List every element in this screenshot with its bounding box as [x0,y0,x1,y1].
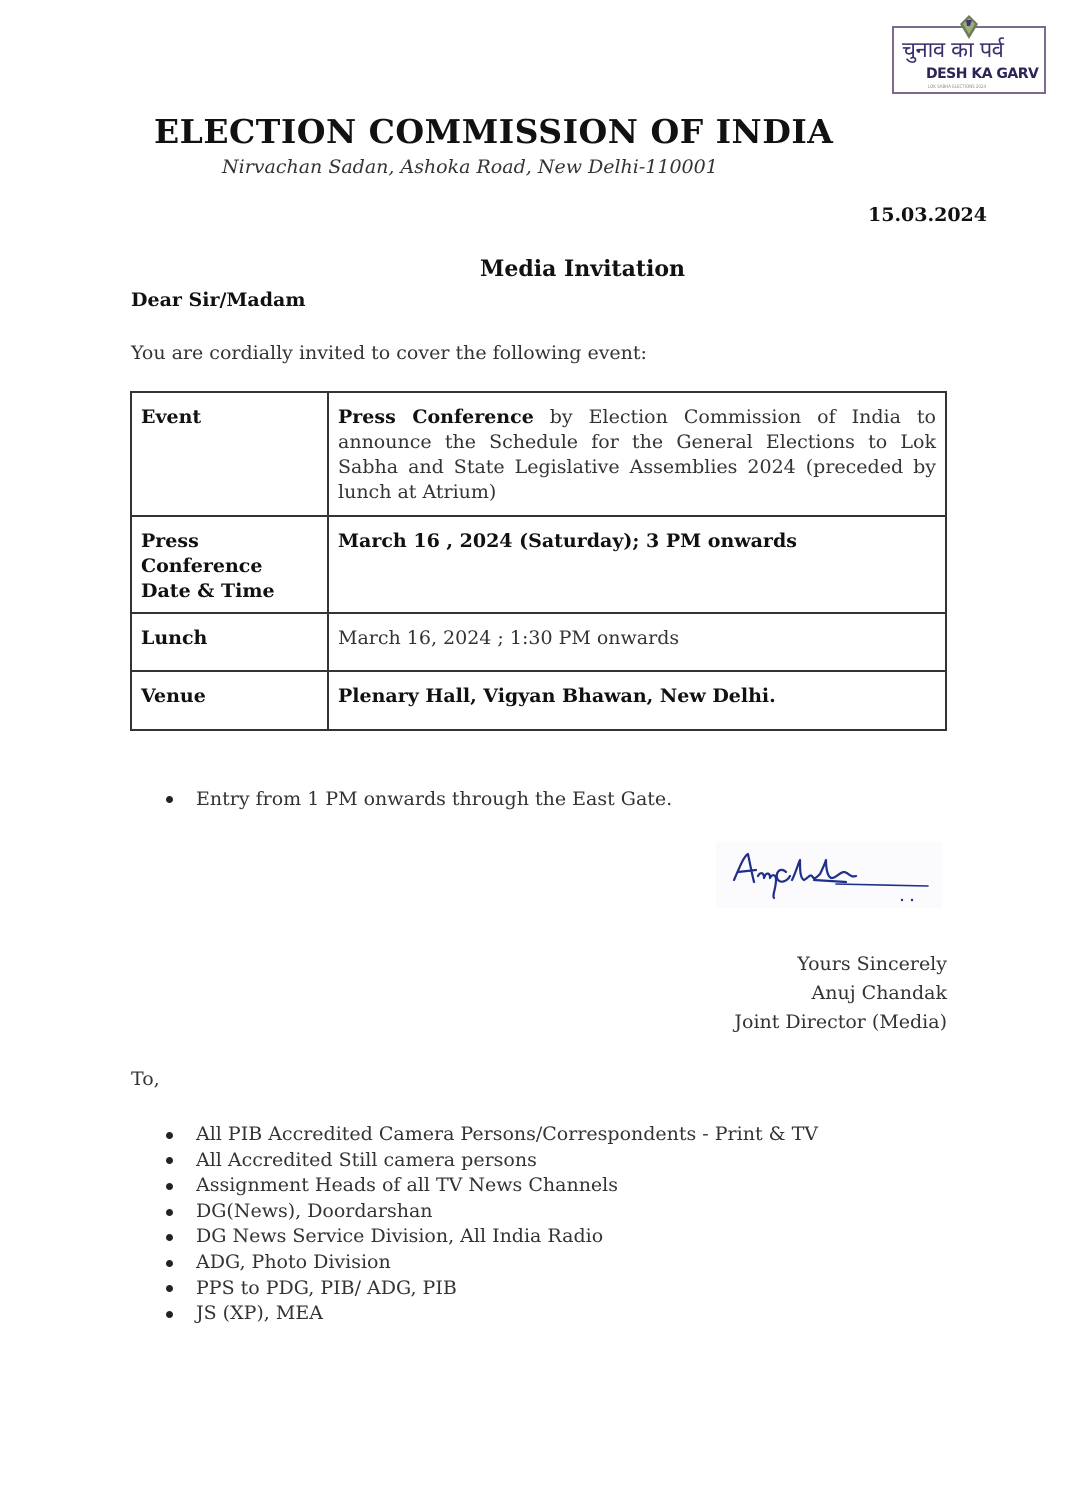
list-item: All Accredited Still camera persons [130,1148,950,1174]
event-title-bold: Press Conference [338,406,534,428]
election-logo [892,26,1046,94]
organization-address: Nirvachan Sadan, Ashoka Road, New Delhi-110001 [222,156,718,178]
label-line: Conference [141,555,263,577]
logo-hindi-text: चुनाव का पर्व [902,38,1004,63]
entry-note-list [130,786,930,812]
label-line: Press [141,530,199,552]
table-row-venue [131,671,946,730]
recipients-label: To, [131,1068,160,1090]
table-value-event [328,392,946,516]
list-item: JS (XP), MEA [130,1301,950,1327]
list-item: ADG, Photo Division [130,1250,950,1276]
logo-subtext: LOK SABHA ELECTIONS 2024 [928,84,987,89]
logo-english-text: DESH KA GARV [926,66,1039,82]
salutation: Dear Sir/Madam [131,289,306,311]
table-row-date-time [131,516,946,613]
list-item: DG News Service Division, All India Radio [130,1224,950,1250]
recipients-list [130,1122,950,1327]
signatory-designation: Joint Director (Media) [734,1011,947,1033]
closing-block [600,950,947,1037]
organization-title: ELECTION COMMISSION OF INDIA [154,112,834,151]
list-item: PPS to PDG, PIB/ ADG, PIB [130,1276,950,1302]
table-row-lunch [131,613,946,671]
table-label-lunch: Lunch [131,613,328,671]
table-label-venue: Venue [131,671,328,730]
document-date: 15.03.2024 [868,204,987,226]
document-heading: Media Invitation [480,256,686,282]
list-item: Assignment Heads of all TV News Channels [130,1173,950,1199]
list-item: Entry from 1 PM onwards through the East Gate. [130,786,930,812]
table-value-lunch: March 16, 2024 ; 1:30 PM onwards [328,613,946,671]
label-line: Date & Time [141,580,275,602]
signatory-name: Anuj Chandak [811,982,947,1004]
handwritten-signature [716,842,942,908]
table-row-event [131,392,946,516]
table-label-date-time [131,516,328,613]
table-label-event: Event [131,392,328,516]
list-item: All PIB Accredited Camera Persons/Correspondents - Print & TV [130,1122,950,1148]
closing-line: Yours Sincerely [797,953,947,975]
intro-text: You are cordially invited to cover the following event: [131,342,647,364]
event-details-table [130,391,947,731]
table-value-venue: Plenary Hall, Vigyan Bhawan, New Delhi. [328,671,946,730]
table-value-date-time: March 16 , 2024 (Saturday); 3 PM onwards [328,516,946,613]
list-item: DG(News), Doordarshan [130,1199,950,1225]
event-description: by Election Commission of India to announce the Schedule for the General Elections to Lok Sabha and State Legislative Assemblies 2024 (preceded by lunch at Atrium) [338,406,936,503]
